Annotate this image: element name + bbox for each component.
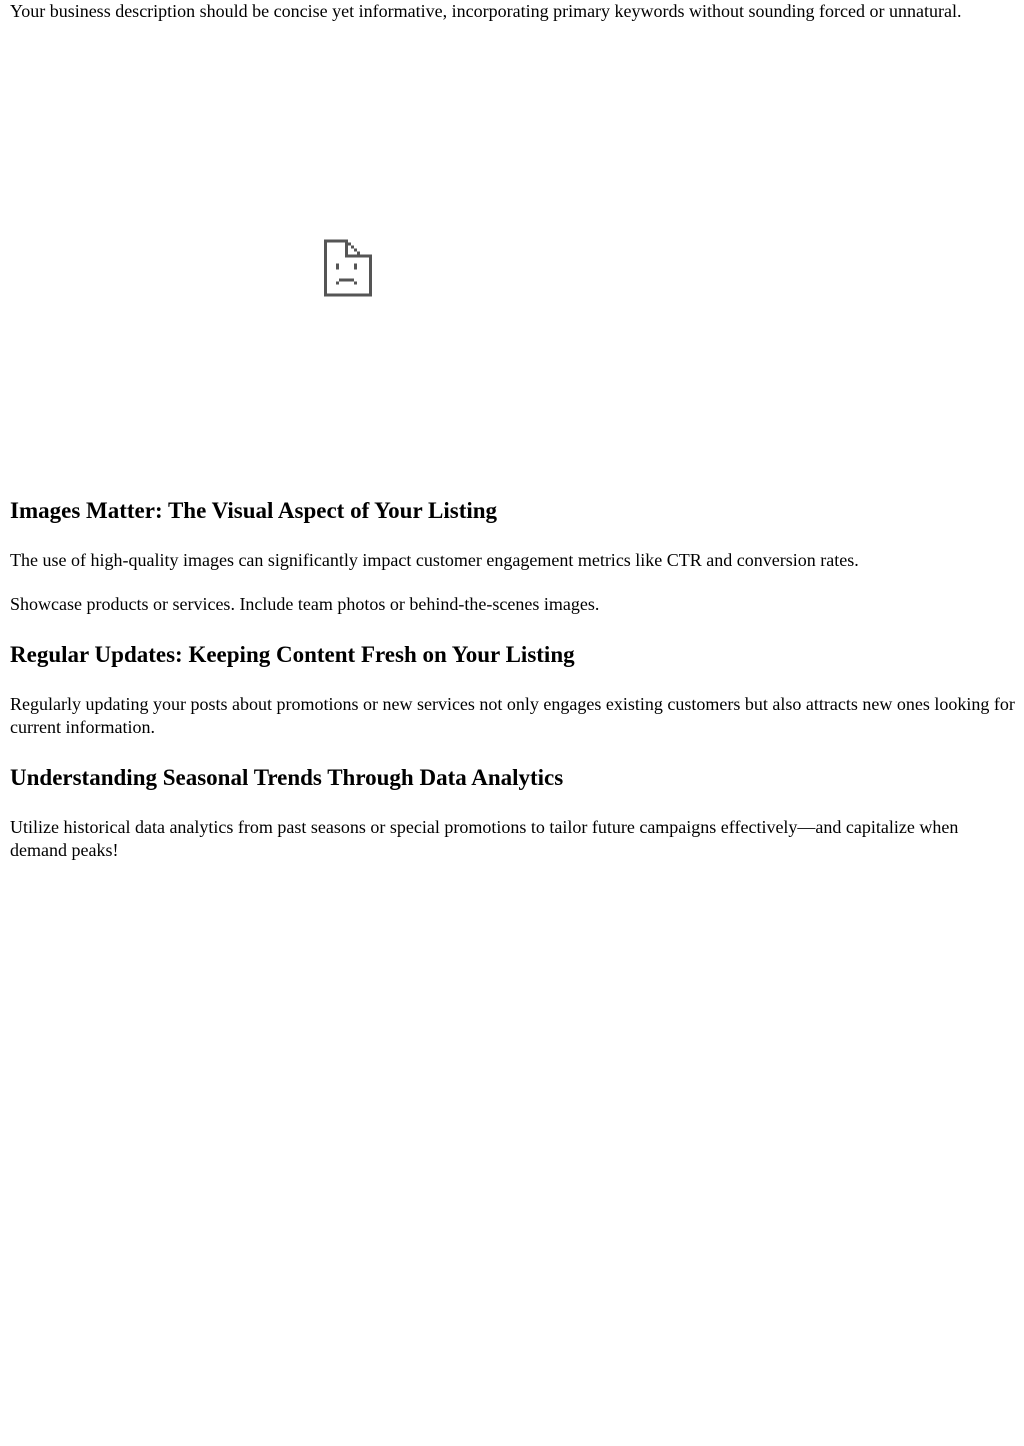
section-paragraph: Regularly updating your posts about promotions or new services not only engages existing customers but also attracts new ones looking for current information. <box>10 694 1015 737</box>
article-image <box>10 58 690 478</box>
section-paragraph: Utilize historical data analytics from past seasons or special promotions to tailor future campaigns effectively—and capitalize when demand peaks! <box>10 817 959 860</box>
intro-paragraph: Your business description should be concise yet informative, incorporating primary keywords without sounding forced or unnatural. <box>10 1 962 21</box>
section-heading-images: Images Matter: The Visual Aspect of Your Listing <box>10 498 498 523</box>
section-heading-updates: Regular Updates: Keeping Content Fresh on Your Listing <box>10 642 575 667</box>
section-paragraph: Showcase products or services. Include team photos or behind-the-scenes images. <box>10 594 600 614</box>
section-heading-seasonal-trends: Understanding Seasonal Trends Through Data Analytics <box>10 765 564 790</box>
broken-image-icon <box>324 239 372 297</box>
section-paragraph: The use of high-quality images can significantly impact customer engagement metrics like CTR and conversion rates. <box>10 550 859 570</box>
